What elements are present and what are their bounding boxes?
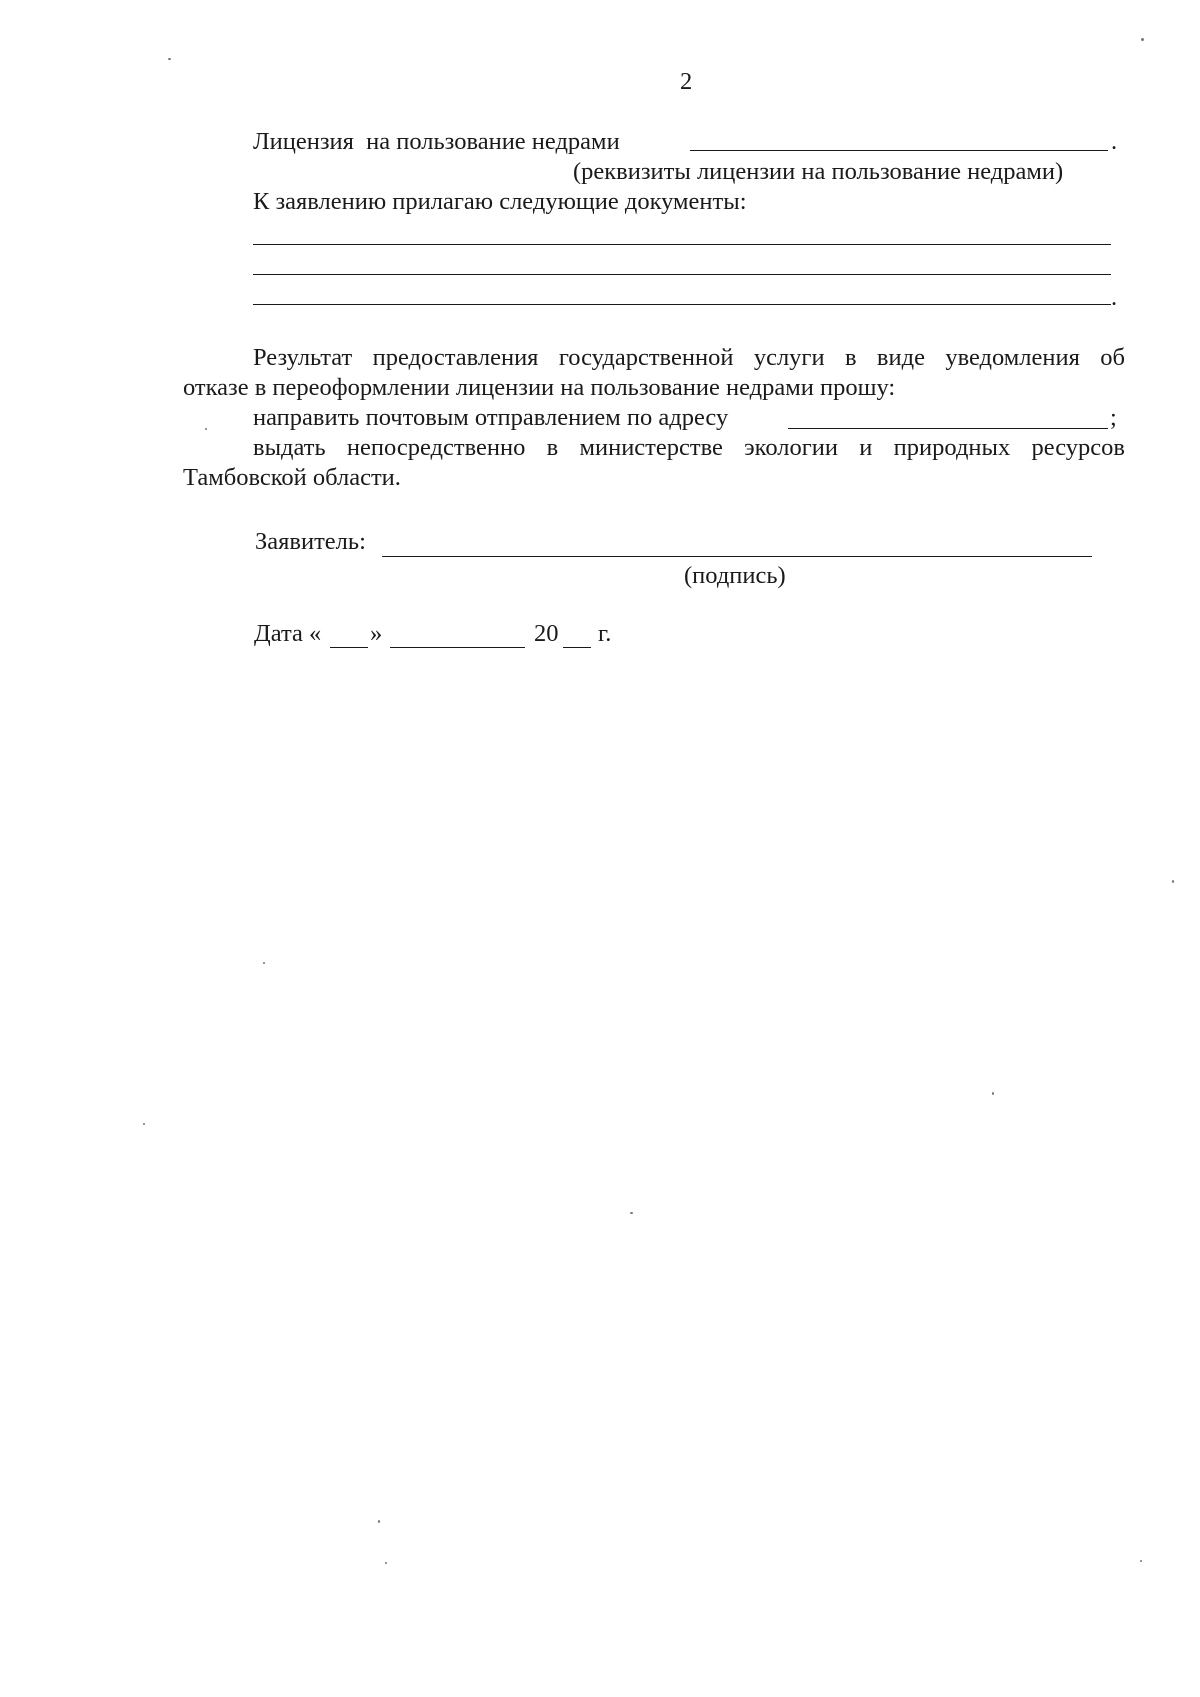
license-end-mark: .	[1111, 128, 1118, 155]
scan-speck	[205, 428, 207, 430]
date-quote-close: »	[370, 620, 383, 647]
scan-speck	[630, 1212, 633, 1214]
date-year-prefix: 20	[534, 620, 559, 647]
attachments-label: К заявлению прилагаю следующие документы:	[253, 188, 747, 215]
applicant-signature-line[interactable]	[382, 556, 1092, 557]
scan-speck	[385, 1562, 387, 1564]
mail-address-line[interactable]	[788, 428, 1108, 429]
date-month-line[interactable]	[390, 647, 525, 648]
date-year-line[interactable]	[563, 647, 591, 648]
result-text-line-2: отказе в переоформлении лицензии на пользование недрами прошу:	[183, 374, 896, 401]
option-direct-line-2: Тамбовской области.	[183, 464, 401, 491]
license-label: Лицензия на пользование недрами	[253, 128, 620, 155]
date-day-line[interactable]	[330, 647, 368, 648]
date-year-suffix: г.	[598, 620, 612, 647]
license-hint: (реквизиты лицензии на пользование недрами)	[573, 158, 1064, 185]
option-mail-label: направить почтовым отправлением по адресу	[253, 404, 729, 431]
signature-hint: (подпись)	[684, 562, 786, 589]
attachment-line-2[interactable]	[253, 274, 1111, 275]
date-label: Дата «	[254, 620, 322, 647]
license-details-line[interactable]	[690, 150, 1108, 151]
scan-speck	[1172, 880, 1174, 883]
attachment-line-1[interactable]	[253, 244, 1111, 245]
scan-speck	[143, 1123, 145, 1125]
scan-speck	[1140, 1560, 1142, 1562]
applicant-label: Заявитель:	[255, 528, 366, 555]
option-direct-line-1: выдать непосредственно в министерстве экологии и природных ресурсов	[253, 434, 1125, 461]
scan-speck	[168, 58, 171, 60]
scan-speck	[378, 1520, 380, 1523]
attachments-end-mark: .	[1111, 284, 1118, 311]
page-number: 2	[680, 68, 693, 95]
option-mail-end: ;	[1110, 404, 1117, 431]
attachment-line-3[interactable]	[253, 304, 1111, 305]
result-text-line-1: Результат предоставления государственной услуги в виде уведомления об	[253, 344, 1125, 371]
scan-speck	[1141, 38, 1144, 41]
scan-speck	[992, 1092, 994, 1095]
scan-speck	[263, 962, 265, 964]
